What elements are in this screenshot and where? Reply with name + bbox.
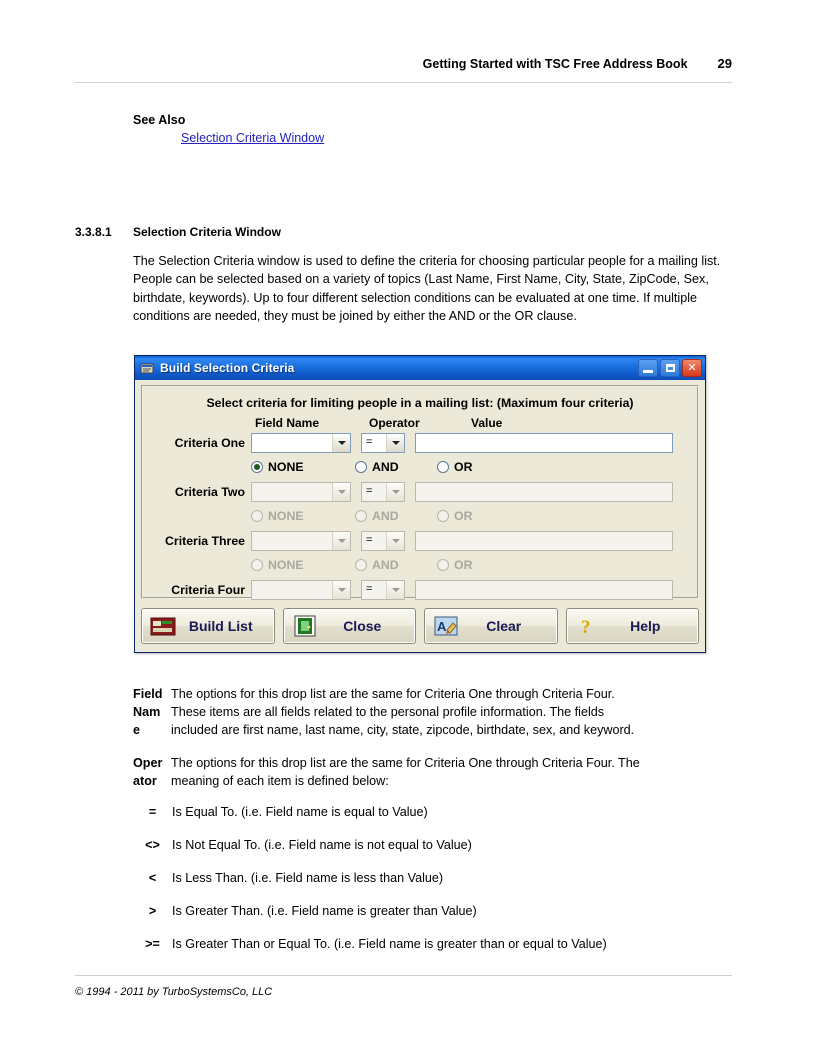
radio-dot-icon — [437, 510, 449, 522]
footer-divider — [75, 975, 732, 976]
clear-label: Clear — [486, 618, 522, 634]
column-header-value: Value — [471, 416, 503, 430]
chevron-down-icon[interactable] — [332, 483, 350, 501]
window-body — [135, 380, 705, 652]
svg-text:?: ? — [580, 617, 590, 638]
criteria-one-label: Criteria One — [174, 436, 245, 450]
question-mark-icon — [575, 613, 601, 639]
page-header — [75, 56, 732, 71]
help-button[interactable] — [566, 608, 700, 644]
criteria-four-field-select[interactable] — [251, 580, 351, 600]
build-list-icon — [150, 613, 176, 639]
field-name-desc-line-1: The options for this drop list are the same for Criteria One through Criteria Four. — [171, 687, 615, 701]
chevron-down-icon[interactable] — [386, 483, 404, 501]
radio-dot-icon — [251, 510, 263, 522]
radio-dot-icon — [251, 559, 263, 571]
criteria-three-field-select[interactable] — [251, 531, 351, 551]
page-number: 29 — [717, 56, 732, 71]
operator-description: Is Greater Than. (i.e. Field name is greater than Value) — [172, 904, 477, 918]
joiner-two-or-label: OR — [454, 509, 473, 523]
joiner-one-none-label: NONE — [268, 460, 304, 474]
criteria-four-field-value — [252, 581, 332, 599]
chevron-down-icon[interactable] — [386, 434, 404, 452]
svg-text:A: A — [437, 619, 447, 634]
operator-row — [133, 904, 733, 918]
operator-desc-line-2: meaning of each item is defined below: — [171, 773, 389, 788]
joiner-one-none-radio[interactable] — [251, 460, 355, 474]
criteria-row-four — [151, 578, 689, 602]
joiner-three-or-radio[interactable] — [437, 558, 472, 572]
joiner-row-three — [151, 555, 689, 575]
chevron-down-icon[interactable] — [332, 581, 350, 599]
section-paragraph: The Selection Criteria window is used to define the criteria for choosing particular people for a mailing list. People can be selected based on a variety of topics (Last Name, First Name, City, State, ZipCode, Sex, birthdate, keywords). Up to four different selection conditions can be evaluated at one time. If multiple conditions are needed, they must be joined by either the AND or the OR clause. — [133, 254, 721, 324]
joiner-three-none-radio[interactable] — [251, 558, 355, 572]
criteria-three-value-input[interactable] — [415, 531, 673, 551]
joiner-one-or-radio[interactable] — [437, 460, 472, 474]
joiner-three-and-label: AND — [372, 558, 399, 572]
section-title: Selection Criteria Window — [133, 225, 281, 239]
operator-definition — [133, 754, 733, 790]
field-name-desc-line-3: included are first name, last name, city, state, zipcode, birthdate, sex, and keyword. — [171, 723, 635, 738]
criteria-one-field-value — [252, 434, 332, 452]
operator-symbol: <> — [145, 838, 160, 852]
operator-symbol: = — [148, 805, 157, 819]
field-name-desc-line-2: These items are all fields related to the personal profile information. The fields — [171, 705, 605, 720]
criteria-one-operator-value: = — [366, 436, 373, 448]
criteria-one-value-input[interactable] — [415, 433, 673, 453]
criteria-two-field-value — [252, 483, 332, 501]
operator-row — [133, 871, 733, 885]
criteria-three-operator-value: = — [366, 534, 373, 546]
criteria-four-value-input[interactable] — [415, 580, 673, 600]
chevron-down-icon[interactable] — [386, 581, 404, 599]
operator-description: Is Greater Than or Equal To. (i.e. Field name is greater than or equal to Value) — [172, 937, 607, 951]
criteria-two-operator-value: = — [366, 485, 373, 497]
operator-description: Is Not Equal To. (i.e. Field name is not equal to Value) — [172, 838, 472, 852]
criteria-three-label: Criteria Three — [165, 534, 245, 548]
close-label: Close — [343, 618, 382, 634]
criteria-row-one — [151, 431, 689, 455]
criteria-three-operator-select[interactable] — [361, 531, 405, 551]
radio-dot-icon — [355, 461, 367, 473]
operator-row — [133, 937, 733, 951]
maximize-icon[interactable] — [660, 359, 680, 377]
criteria-panel — [141, 385, 699, 599]
panel-title: Select criteria for limiting people in a mailing list: (Maximum four criteria) — [206, 396, 634, 410]
application-icon — [140, 361, 155, 376]
criteria-two-value-input[interactable] — [415, 482, 673, 502]
close-icon[interactable]: ✕ — [682, 359, 702, 377]
column-headers — [151, 416, 689, 431]
criteria-two-label: Criteria Two — [174, 485, 245, 499]
radio-dot-icon — [355, 510, 367, 522]
window-button-row — [141, 608, 699, 644]
column-header-field-name: Field Name — [255, 416, 320, 430]
joiner-two-and-label: AND — [372, 509, 399, 523]
header-title: Getting Started with TSC Free Address Book — [422, 57, 688, 71]
clear-icon — [433, 613, 459, 639]
operator-description: Is Equal To. (i.e. Field name is equal to Value) — [172, 805, 428, 819]
joiner-two-or-radio[interactable] — [437, 509, 472, 523]
operator-description: Is Less Than. (i.e. Field name is less than Value) — [172, 871, 444, 885]
operator-symbol: > — [148, 904, 157, 918]
joiner-two-and-radio[interactable] — [355, 509, 437, 523]
field-name-term-line-3: e — [133, 723, 141, 738]
chevron-down-icon[interactable] — [332, 532, 350, 550]
criteria-two-field-select[interactable] — [251, 482, 351, 502]
operator-term-line-2: ator — [133, 773, 157, 788]
joiner-three-and-radio[interactable] — [355, 558, 437, 572]
column-header-operator: Operator — [369, 416, 420, 430]
operator-term-line-1: Oper — [133, 755, 163, 770]
window-titlebar — [135, 356, 705, 380]
operator-desc-line-1: The options for this drop list are the same for Criteria One through Criteria Four. The — [171, 755, 640, 770]
close-door-icon — [292, 613, 318, 639]
radio-dot-icon — [437, 461, 449, 473]
see-also-link[interactable]: Selection Criteria Window — [181, 131, 325, 145]
criteria-row-three — [151, 529, 689, 553]
joiner-three-or-label: OR — [454, 558, 473, 572]
criteria-two-operator-select[interactable] — [361, 482, 405, 502]
section-number: 3.3.8.1 — [75, 225, 112, 239]
criteria-four-operator-select[interactable] — [361, 580, 405, 600]
joiner-one-and-label: AND — [372, 460, 399, 474]
operator-symbol: < — [148, 871, 157, 885]
joiner-one-or-label: OR — [454, 460, 473, 474]
criteria-four-label: Criteria Four — [171, 583, 245, 597]
minimize-icon[interactable] — [638, 359, 658, 377]
clear-button[interactable] — [424, 608, 558, 644]
criteria-three-field-value — [252, 532, 332, 550]
chevron-down-icon[interactable] — [332, 434, 350, 452]
criteria-one-operator-select[interactable] — [361, 433, 405, 453]
joiner-two-none-radio[interactable] — [251, 509, 355, 523]
help-label: Help — [630, 618, 661, 634]
radio-dot-icon — [251, 461, 263, 473]
criteria-one-field-select[interactable] — [251, 433, 351, 453]
criteria-row-two — [151, 480, 689, 504]
chevron-down-icon[interactable] — [386, 532, 404, 550]
definition-list — [133, 685, 733, 804]
criteria-four-operator-value: = — [366, 583, 373, 595]
header-divider — [75, 82, 732, 83]
build-selection-criteria-window — [134, 355, 706, 653]
joiner-three-none-label: NONE — [268, 558, 304, 572]
radio-dot-icon — [355, 559, 367, 571]
operator-row — [133, 805, 733, 819]
field-name-definition — [133, 685, 733, 740]
radio-dot-icon — [437, 559, 449, 571]
joiner-row-one — [151, 457, 689, 477]
joiner-two-none-label: NONE — [268, 509, 304, 523]
joiner-one-and-radio[interactable] — [355, 460, 437, 474]
operator-table — [133, 805, 733, 970]
field-name-term-line-2: Nam — [133, 705, 161, 720]
close-button[interactable] — [283, 608, 417, 644]
build-list-button[interactable] — [141, 608, 275, 644]
operator-symbol: >= — [145, 937, 160, 951]
operator-row — [133, 838, 733, 852]
window-controls — [638, 359, 702, 377]
window-title: Build Selection Criteria — [160, 361, 295, 375]
field-name-term-line-1: Field — [133, 687, 163, 701]
see-also-heading: See Also — [133, 113, 186, 127]
joiner-row-two — [151, 506, 689, 526]
footer-copyright: © 1994 - 2011 by TurboSystemsCo, LLC — [75, 986, 273, 998]
build-list-label: Build List — [188, 618, 253, 634]
